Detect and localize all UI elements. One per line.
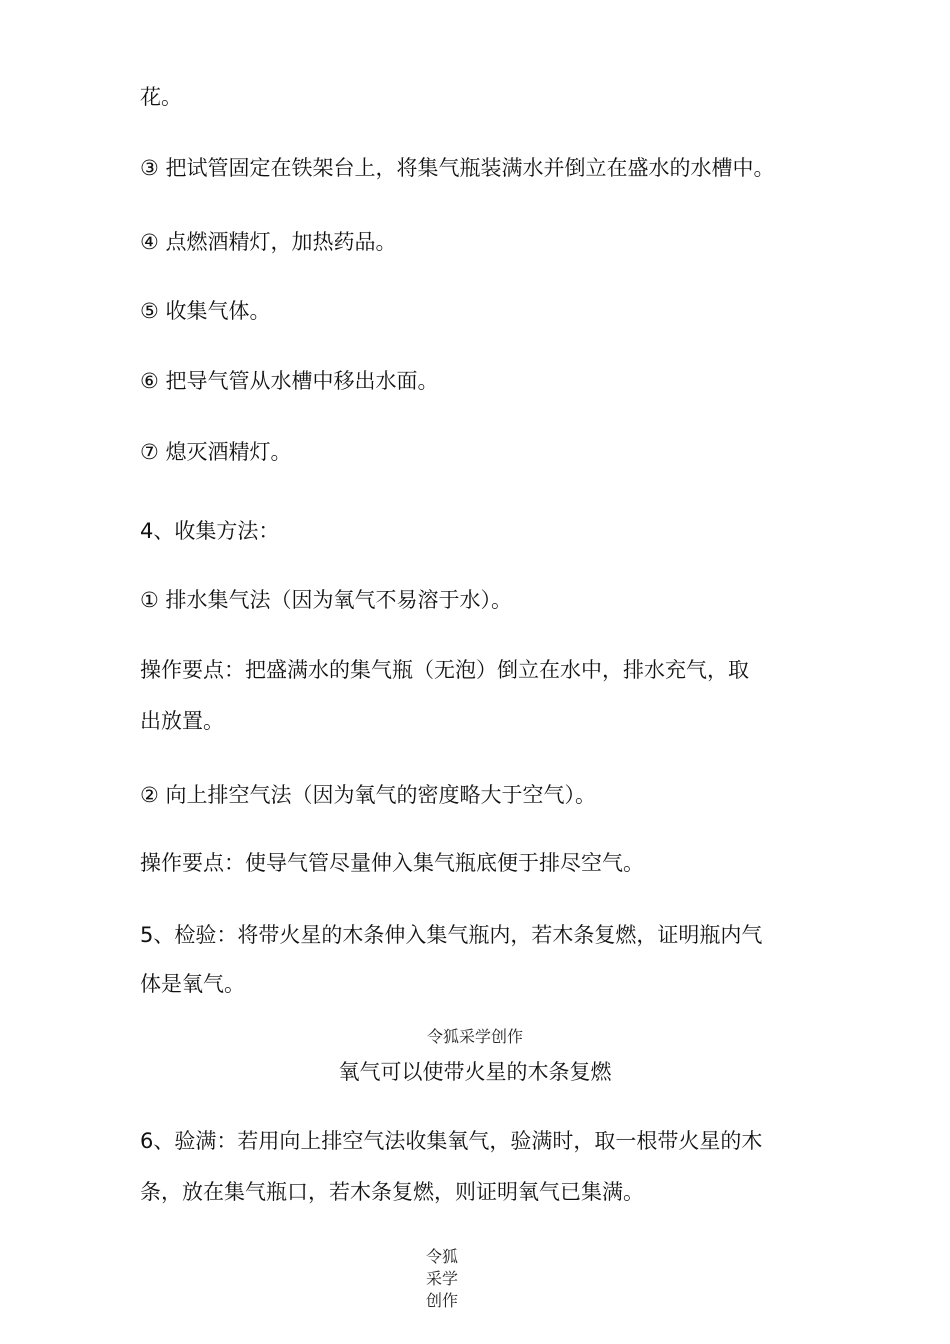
text-line: ① 排水集气法（因为氧气不易溶于水）。 bbox=[140, 588, 512, 612]
text-line: ⑦ 熄灭酒精灯。 bbox=[140, 440, 292, 464]
footer-author-line: 令狐 bbox=[425, 1247, 458, 1266]
text-line: ② 向上排空气法（因为氧气的密度略大于空气）。 bbox=[140, 783, 596, 807]
section-heading: 4、收集方法： bbox=[140, 519, 280, 543]
text-line: 条，放在集气瓶口，若木条复燃，则证明氧气已集满。 bbox=[140, 1180, 644, 1204]
text-line: ⑥ 把导气管从水槽中移出水面。 bbox=[140, 369, 439, 393]
section-heading: 6、验满：若用向上排空气法收集氧气，验满时，取一根带火星的木 bbox=[140, 1129, 763, 1153]
footer-author-line: 采学 bbox=[425, 1269, 458, 1288]
section-heading: 5、检验：将带火星的木条伸入集气瓶内，若木条复燃，证明瓶内气 bbox=[140, 923, 763, 947]
text-line: ③ 把试管固定在铁架台上，将集气瓶装满水并倒立在盛水的水槽中。 bbox=[140, 156, 775, 180]
text-line: 出放置。 bbox=[140, 709, 224, 733]
text-line: 花。 bbox=[140, 85, 182, 109]
figure-caption: 氧气可以使带火星的木条复燃 bbox=[338, 1060, 612, 1084]
footer-author-line: 创作 bbox=[425, 1291, 458, 1310]
text-line: ④ 点燃酒精灯，加热药品。 bbox=[140, 230, 397, 254]
footer-author-mark bbox=[420, 1246, 464, 1312]
text-line: 操作要点：使导气管尽量伸入集气瓶底便于排尽空气。 bbox=[140, 851, 644, 875]
text-line: 操作要点：把盛满水的集气瓶（无泡）倒立在水中，排水充气，取 bbox=[140, 658, 749, 682]
author-mark: 令狐采学创作 bbox=[426, 1027, 523, 1046]
text-line: ⑤ 收集气体。 bbox=[140, 299, 271, 323]
text-line: 体是氧气。 bbox=[140, 972, 245, 996]
